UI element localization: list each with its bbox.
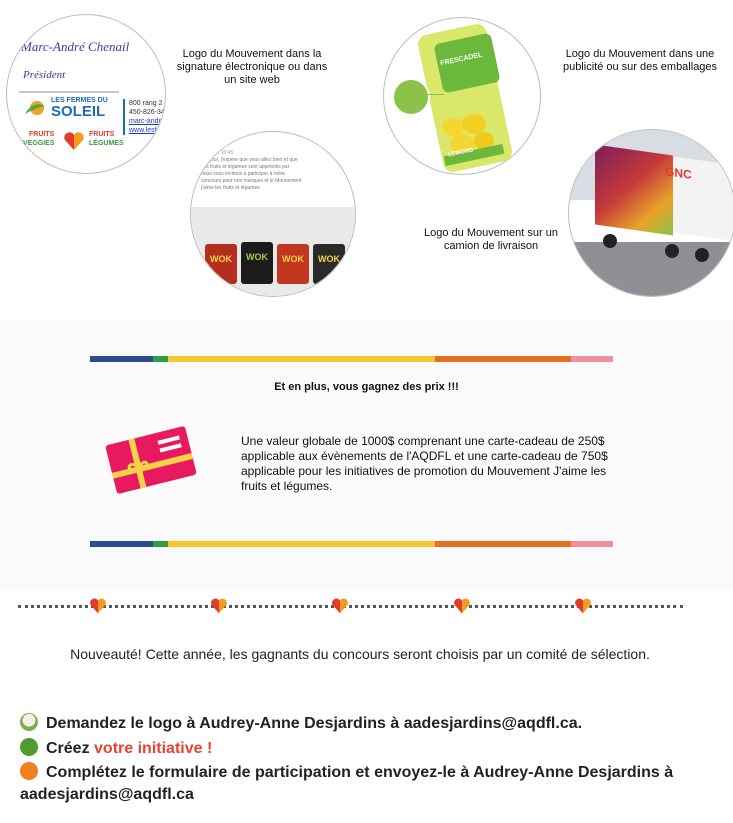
product-tray-4: WOK (313, 244, 345, 284)
news-text: Nouveauté! Cette année, les gagnants du concours seront choisis par un comité de sélection. (70, 646, 650, 662)
caption-ad: Logo du Mouvement dans une publicité ou sur des emballages (562, 48, 718, 73)
bag-product: LEMONS (447, 147, 475, 159)
product-tray-3: WOK (277, 244, 309, 284)
truck-brand: GNC (665, 164, 692, 182)
ad-packaging-photo (383, 17, 541, 175)
heart-logo-icon (63, 131, 85, 151)
signature-title: Président (23, 69, 66, 81)
step2-highlight: votre initiative ! (94, 740, 213, 757)
color-stripe-bottom (90, 541, 613, 547)
heart-icon-3 (331, 597, 349, 615)
cauliflower-icon (20, 713, 38, 731)
heart-icon-4 (453, 597, 471, 615)
signature-photo: Marc-André Chenail Président LES FERMES DU SOLEIL FRUITS VEGGIES FRUITS LÉGUMES 800 rang 2 450-826-34 marc-andr www.lesf (6, 14, 166, 174)
fruits-veggies-logo: FRUITS VEGGIES FRUITS LÉGUMES (23, 131, 133, 155)
sun-leaf-icon (23, 98, 49, 118)
heart-icon-5 (574, 597, 592, 615)
caption-truck: Logo du Mouvement sur un camion de livraison (424, 227, 558, 252)
step2-prefix: Créez (46, 740, 95, 757)
prize-title: Et en plus, vous gagnez des prix !!! (274, 381, 459, 393)
bag-brand: FRESCADEL (439, 51, 484, 68)
orange-icon (20, 762, 38, 780)
heart-icon-2 (210, 597, 228, 615)
step-request-logo (20, 713, 720, 735)
fermes-du-soleil-logo: LES FERMES DU SOLEIL (21, 97, 121, 119)
truck-photo (568, 129, 733, 297)
step3-text: Complétez le formulaire de participation et envoyez-le à Audrey-Anne Desjardins à aadesjardins@aqdfl.ca (20, 764, 674, 803)
prize-description: Une valeur globale de 1000$ comprenant une carte-cadeau de 250$ applicable aux évènements de l'AQDFL et une carte-cadeau de 750$ applicable pour les initiatives de promotion du Mouvement J'aime les fruits et légumes. (241, 434, 608, 493)
product-tray-2: WOK (241, 242, 273, 284)
pea-icon (20, 738, 38, 756)
step-create-initiative (20, 738, 720, 760)
step1-text: Demandez le logo à Audrey-Anne Desjardins à aadesjardins@aqdfl.ca. (46, 715, 583, 732)
product-tray-1: WOK (205, 244, 237, 284)
email-preview-photo: Bonjour, 10:45 Bonjour, j'espère que vous allez bien et que vos fruits et légumes sont appréciés par nous vous invitons à participer à notre concours pour nos marques et le Mouvement j'aime les fruits et légumes WOK WOK WOK WOK (190, 131, 356, 297)
email-header: Bonjour, 10:45 (201, 150, 234, 156)
heart-icon-1 (89, 597, 107, 615)
step-complete-form (20, 762, 720, 806)
signature-name: Marc-André Chenail (21, 39, 130, 54)
caption-signature: Logo du Mouvement dans la signature électronique ou dans un site web (176, 48, 328, 86)
gift-card-icon (104, 423, 198, 497)
color-stripe-top (90, 356, 613, 362)
